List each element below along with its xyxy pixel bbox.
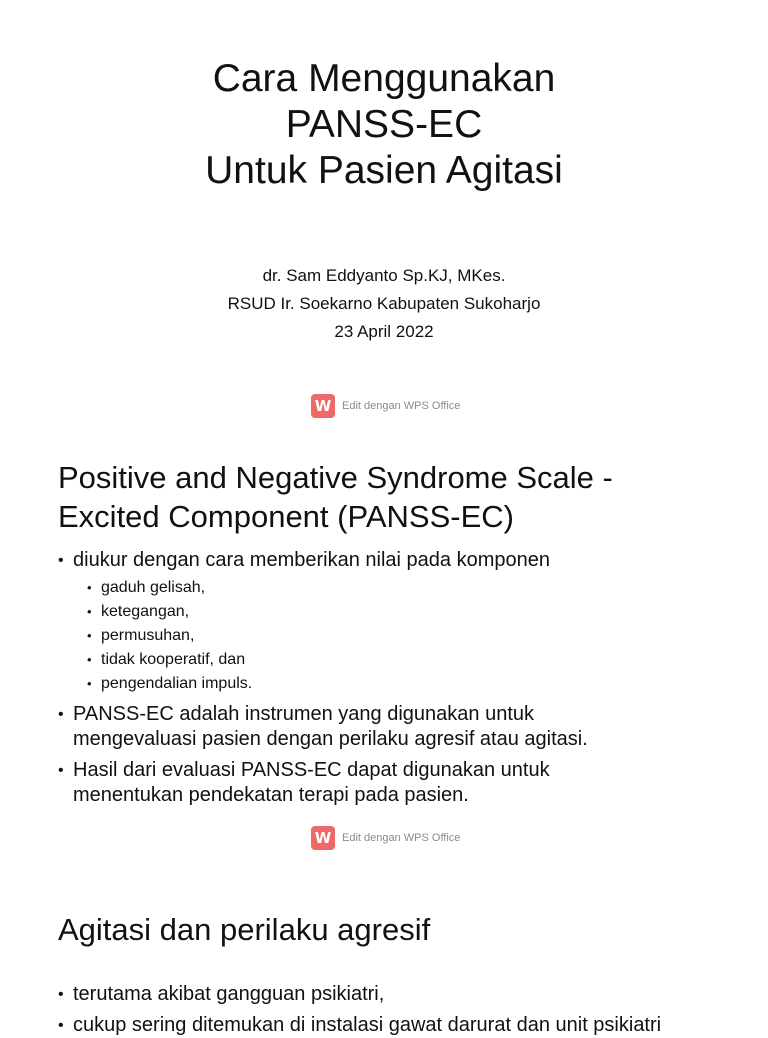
bullet-text: mengevaluasi pasien dengan perilaku agresif atau agitasi. <box>73 728 588 750</box>
sub-bullet-item: • pengendalian impuls. <box>87 672 718 696</box>
slide-title <box>0 56 768 194</box>
institution-name: RSUD Ir. Soekarno Kabupaten Sukoharjo <box>227 294 541 313</box>
wps-office-logo-icon: W <box>311 826 335 850</box>
slide-heading <box>58 458 613 536</box>
sub-bullet-item: • gaduh gelisah, <box>87 576 718 600</box>
wps-edit-label: Edit dengan WPS Office <box>342 832 461 844</box>
bullet-item <box>58 702 718 752</box>
bullet-list <box>58 548 718 808</box>
bullet-text: • PANSS-EC adalah instrumen yang digunakan untuk <box>73 703 535 725</box>
content-slide-agitasi <box>0 864 768 1036</box>
sub-bullet-item: • ketegangan, <box>87 600 718 624</box>
bullet-list <box>58 982 718 1038</box>
bullet-text: menentukan pendekatan terapi pada pasien. <box>73 784 469 806</box>
slide-subtitle <box>0 262 768 346</box>
wps-edit-badge[interactable] <box>311 394 460 418</box>
author-name: dr. Sam Eddyanto Sp.KJ, MKes. <box>262 266 506 285</box>
heading-line: Excited Component (PANSS-EC) <box>58 499 514 534</box>
content-slide-panss-ec <box>0 432 768 864</box>
title-line: Untuk Pasien Agitasi <box>205 149 563 192</box>
heading-line: Positive and Negative Syndrome Scale - <box>58 460 613 495</box>
bullet-text: • terutama akibat gangguan psikiatri, <box>73 983 385 1005</box>
sub-bullet-item: • tidak kooperatif, dan <box>87 648 718 672</box>
title-line: Cara Menggunakan <box>212 57 556 100</box>
bullet-text: • Hasil dari evaluasi PANSS-EC dapat digunakan untuk <box>73 759 550 781</box>
bullet-item <box>58 758 718 808</box>
bullet-text: • diukur dengan cara memberikan nilai pada komponen <box>73 549 550 571</box>
title-slide <box>0 0 768 432</box>
sub-bullet-item: • permusuhan, <box>87 624 718 648</box>
sub-bullet-list <box>87 576 718 696</box>
bullet-item <box>58 982 718 1007</box>
slide-heading: Agitasi dan perilaku agresif <box>58 912 431 947</box>
wps-edit-label: Edit dengan WPS Office <box>342 400 461 412</box>
wps-edit-badge[interactable] <box>311 826 460 850</box>
presentation-date: 23 April 2022 <box>334 322 434 341</box>
bullet-text: • cukup sering ditemukan di instalasi gawat darurat dan unit psikiatri <box>73 1014 662 1036</box>
bullet-item <box>58 548 718 696</box>
bullet-item <box>58 1013 718 1038</box>
title-line: PANSS-EC <box>285 103 483 146</box>
wps-office-logo-icon: W <box>311 394 335 418</box>
